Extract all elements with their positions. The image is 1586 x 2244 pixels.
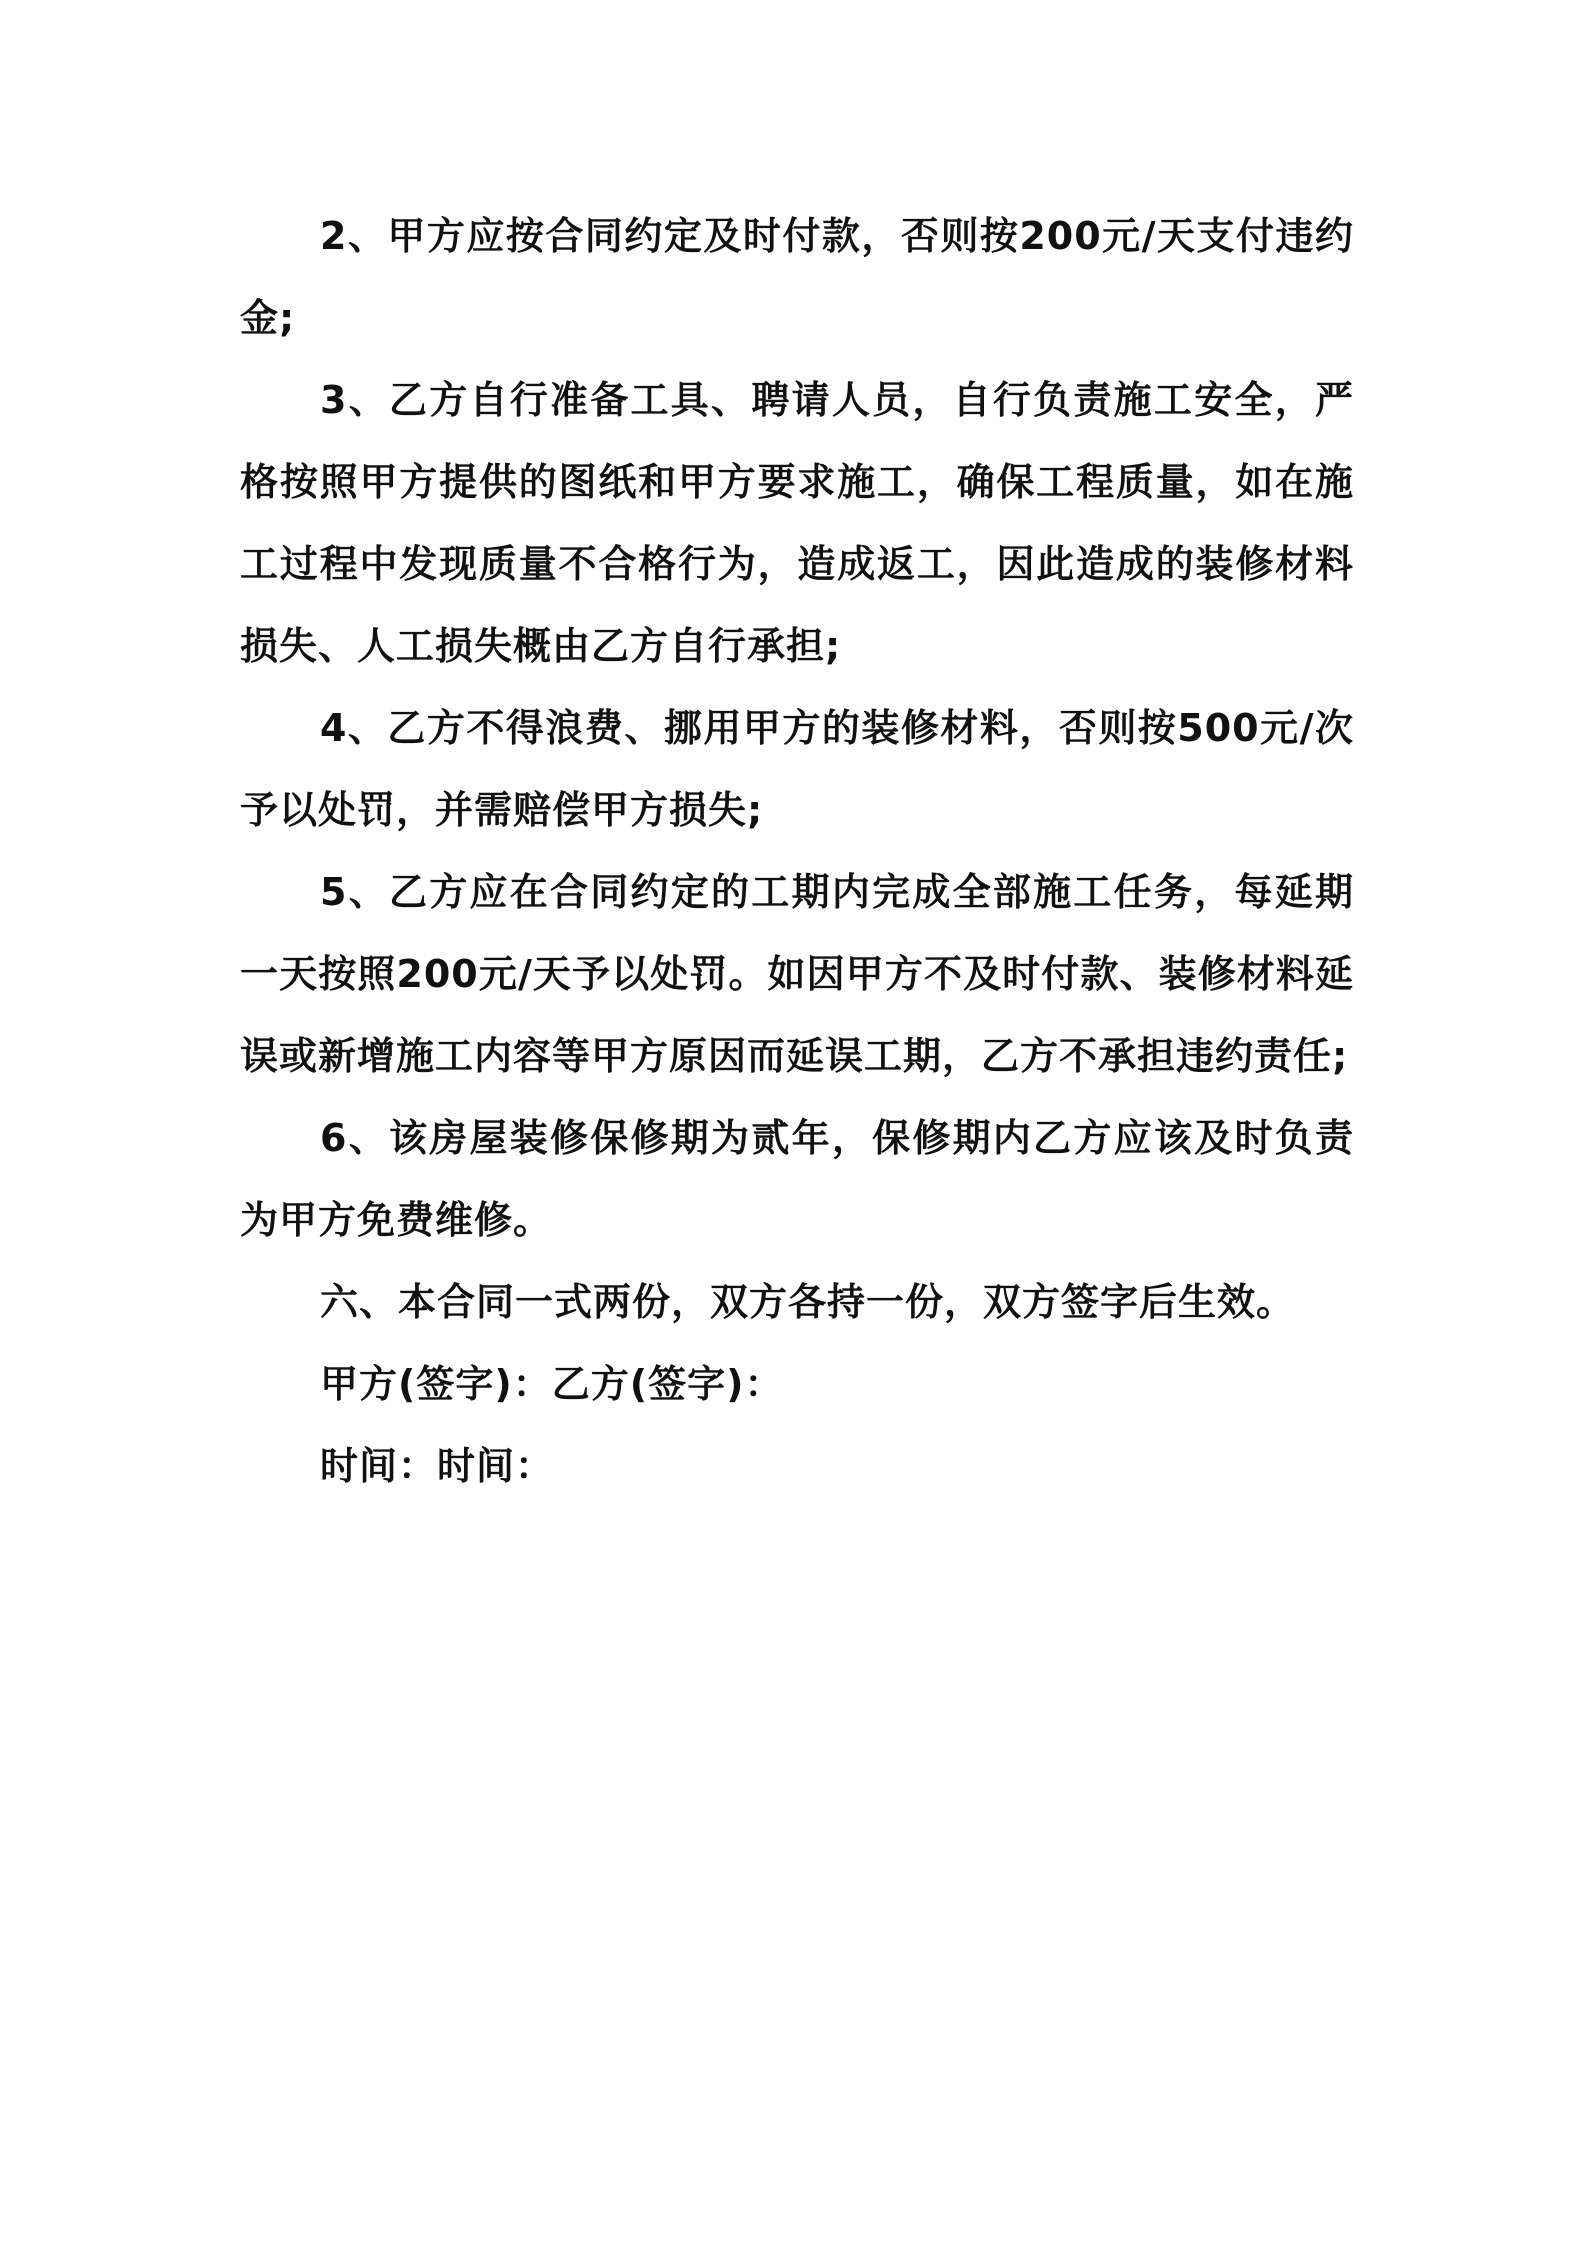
date-line: 时间：时间： <box>320 1444 555 1488</box>
clause-6: 6、该房屋装修保修期为贰年，保修期内乙方应该及时负责为甲方免费维修。 <box>240 1116 1354 1242</box>
section-six: 六、本合同一式两份，双方各持一份，双方签字后生效。 <box>320 1280 1296 1324</box>
clause-3: 3、乙方自行准备工具、聘请人员，自行负责施工安全，严格按照甲方提供的图纸和甲方要求施工，确保工程质量，如在施工过程中发现质量不合格行为，造成返工，因此造成的装修材料损失、人工损失概由乙方自行承担; <box>240 378 1354 668</box>
clause-4: 4、乙方不得浪费、挪用甲方的装修材料，否则按500元/次予以处罚，并需赔偿甲方损失; <box>240 706 1354 832</box>
signature-line: 甲方(签字)：乙方(签字)： <box>320 1362 784 1406</box>
document-body <box>240 195 1354 1507</box>
clause-2: 2、甲方应按合同约定及时付款，否则按200元/天支付违约金; <box>240 214 1354 340</box>
clause-5: 5、乙方应在合同约定的工期内完成全部施工任务，每延期一天按照200元/天予以处罚。如因甲方不及时付款、装修材料延误或新增施工内容等甲方原因而延误工期，乙方不承担违约责任; <box>240 870 1354 1078</box>
